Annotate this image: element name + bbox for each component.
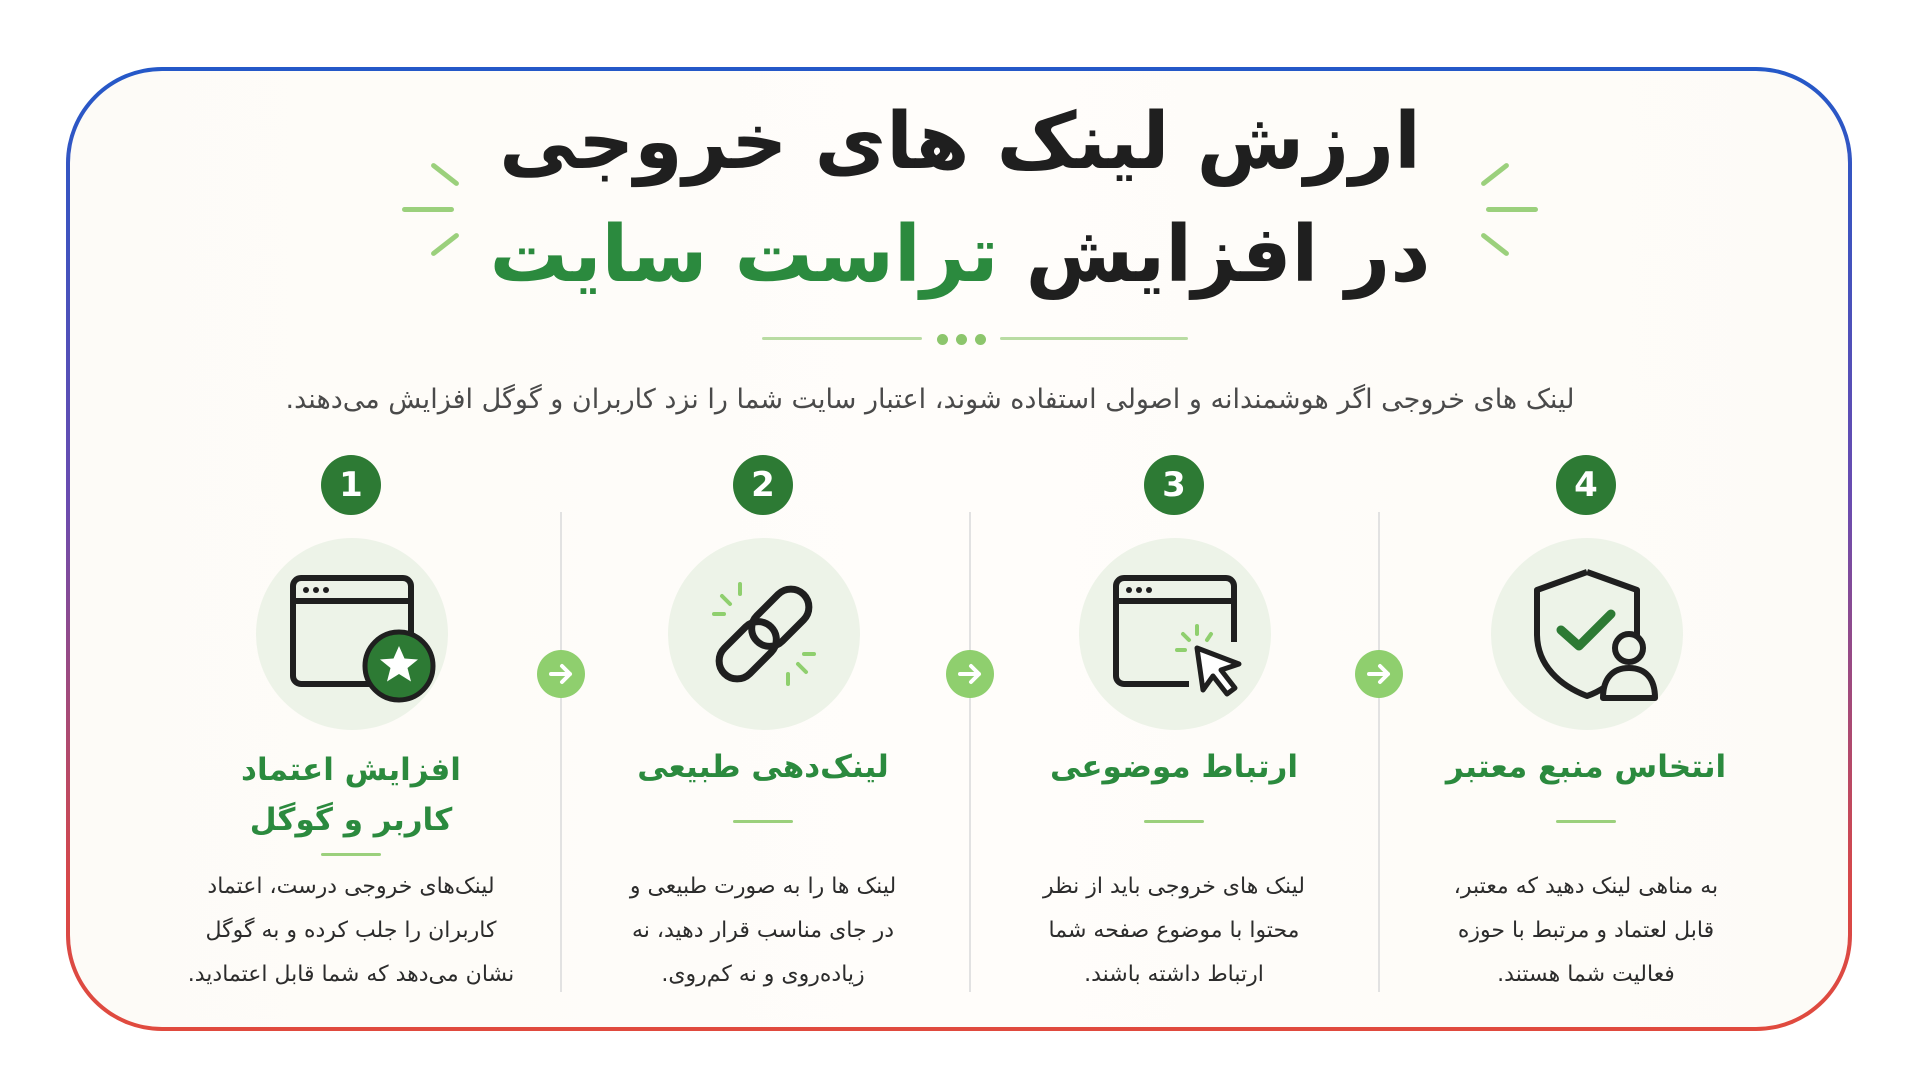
column-separator [560, 512, 562, 992]
step-heading [171, 745, 531, 845]
desc-line: فعالیت شما هستند. [1497, 962, 1675, 987]
step-description [1406, 865, 1766, 997]
desc-line: کاربران را جلب کرده و به گوگل [205, 918, 497, 943]
step-4 [1406, 0, 1766, 1080]
divider-dot [975, 334, 986, 345]
divider-dot [956, 334, 967, 345]
title-accent: تراست سایت [489, 210, 999, 300]
column-separator [969, 512, 971, 992]
step-number-badge: 1 [321, 455, 381, 515]
browser-star-icon [256, 538, 448, 730]
step-number-badge: 3 [1144, 455, 1204, 515]
step-3 [994, 0, 1354, 1080]
step-heading: انتخاس منبع معتبر [1445, 749, 1727, 785]
desc-line: قابل لعتماد و مرتبط با حوزه [1457, 918, 1715, 943]
step-description [994, 865, 1354, 997]
page-title-line1: ارزش لینک های خروجی [499, 97, 1421, 187]
heading-underline [1556, 820, 1616, 823]
step-2 [583, 0, 943, 1080]
step-description [583, 865, 943, 997]
step-heading: لینک‌دهی طبیعی [637, 749, 889, 785]
shield-user-icon [1491, 538, 1683, 730]
step-number-badge: 4 [1556, 455, 1616, 515]
desc-line: در جای مناسب قرار دهید، نه [631, 918, 895, 943]
desc-line: لینک های خروجی باید از نظر [1042, 874, 1305, 899]
title-prefix: در افزایش [1025, 210, 1431, 300]
arrow-right-icon [946, 650, 994, 698]
desc-line: زیاده‌روی و نه کم‌روی. [661, 962, 865, 987]
step-1 [171, 0, 531, 1080]
step-heading-line2: کاربر و گوگل [249, 802, 453, 838]
arrow-right-icon [537, 650, 585, 698]
step-number-badge: 2 [733, 455, 793, 515]
arrow-right-icon [1355, 650, 1403, 698]
column-separator [1378, 512, 1380, 992]
desc-line: به مناهی لینک دهید که معتبر، [1453, 874, 1719, 899]
desc-line: نشان می‌دهد که شما قابل اعتمادید. [187, 962, 515, 987]
chain-link-icon [668, 538, 860, 730]
step-heading-line1: افزایش اعتماد [241, 752, 461, 788]
desc-line: محتوا با موضوع صفحه شما [1048, 918, 1300, 943]
heading-underline [1144, 820, 1204, 823]
heading-underline [733, 820, 793, 823]
browser-cursor-icon [1079, 538, 1271, 730]
step-description [171, 865, 531, 997]
desc-line: ارتباط داشته باشند. [1084, 962, 1264, 987]
heading-underline [321, 853, 381, 856]
subtitle: لینک های خروجی اگر هوشمندانه و اصولی استفاده شوند، اعتبار سایت شما را نزد کاربران و گوگل افزایش می‌دهند. [285, 384, 1575, 415]
desc-line: لینک ها را به صورت طبیعی و [629, 874, 897, 899]
step-heading: ارتباط موضوعی [1050, 749, 1298, 785]
desc-line: لینک‌های خروجی درست، اعتماد [207, 874, 495, 899]
